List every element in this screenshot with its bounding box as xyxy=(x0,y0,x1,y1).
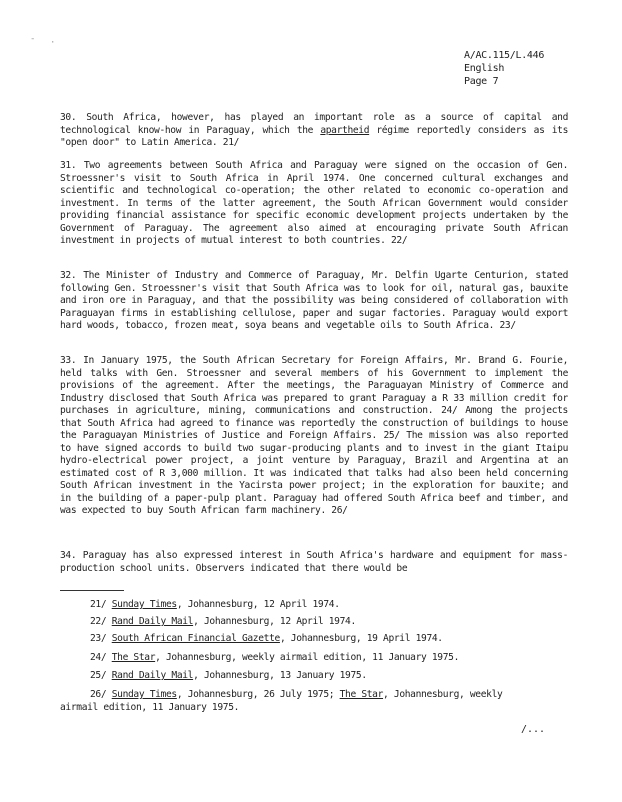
footnote-detail-continued: airmail edition, 11 January 1975. xyxy=(60,701,240,713)
footnote-source: Sunday Times xyxy=(111,599,177,610)
footnote-22 xyxy=(60,616,568,629)
footnote-number: 23/ xyxy=(90,633,107,644)
footnote-23 xyxy=(60,633,568,646)
footnote-number: 25/ xyxy=(90,670,107,681)
footnote-source: Sunday Times xyxy=(111,689,177,700)
footnote-detail: , Johannesburg, weekly xyxy=(383,689,503,700)
paragraph-32-text: 32. The Minister of Industry and Commerce of Paraguay, Mr. Delfin Ugarte Centurion, stated following Gen. Stroessner's visit that South Africa was to look for oil, natural gas, bauxite and iron ore in Paraguay, and that the possibility was being considered of collaboration with Paraguayan firms in establishing cellulose, paper and sugar factories. Paraguay would export hard woods, tobacco, frozen meat, soya beans and vegetable oils to South Africa. 23/ xyxy=(60,270,568,331)
footnote-number: 26/ xyxy=(90,689,107,700)
paragraph-30 xyxy=(60,112,568,150)
paragraph-32 xyxy=(60,270,568,333)
paragraph-30-text-b: régime reportedly considers as its "open door" to Latin America. 21/ xyxy=(60,124,568,148)
footnote-detail: , Johannesburg, weekly airmail edition, 11 January 1975. xyxy=(155,652,459,663)
footnote-number: 22/ xyxy=(90,616,107,627)
continuation-mark: /... xyxy=(521,724,546,735)
footnote-detail: , Johannesburg, 26 July 1975; xyxy=(176,689,340,700)
paragraph-30-text-a: 30. South Africa, however, has played an important role as a source of capital and technological know-how in Paraguay, which the xyxy=(60,112,568,136)
footnote-24 xyxy=(60,652,568,665)
apartheid-term: apartheid xyxy=(320,124,370,136)
footnote-source: Rand Daily Mail xyxy=(111,616,194,627)
scan-mark: - xyxy=(30,34,36,44)
footnote-21 xyxy=(60,599,568,612)
footnote-source: South African Financial Gazette xyxy=(111,633,280,644)
paragraph-34 xyxy=(60,550,568,575)
paragraph-33-text: 33. In January 1975, the South African Secretary for Foreign Affairs, Mr. Brand G. Fourie, held talks with Gen. Stroessner and several members of his Government to implement the provisions of the agreement. After the meetings, the Paraguayan Ministry of Commerce and Industry disclosed that South Africa was prepared to grant Paraguay a R 33 million credit for purchases in agriculture, mining, communications and construction. 24/ Among the projects that South Africa had agreed to finance was reportedly the construction of buildings to house the Paraguayan Ministries of Justice and Foreign Affairs. 25/ The mission was also reported to have signed accords to build two sugar-producing plants and to invest in the giant Itaipu hydro-electrical power project, a joint venture by Paraguay, Brazil and Argentina at an estimated cost of R 3,000 million. It was indicated that talks had also been held concerning South African investment in the Yacirsta power project; in the exploration for bauxite; and in the building of a paper-pulp plant. Paraguay had offered South Africa beef and timber, and was expected to buy South African farm machinery. 26/ xyxy=(60,355,568,516)
paragraph-31-text: 31. Two agreements between South Africa and Paraguay were signed on the occasion of Gen. Stroessner's visit to South Africa in April 1974. One concerned cultural exchanges and scientific and technological co-operation; the other related to economic co-operation and investment. In terms of the latter agreement, the South African Government would consider providing financial assistance for specific economic development projects undertaken by the Government of Paraguay. The agreement also aimed at encouraging private South African investment in projects of mutual interest to both countries. 22/ xyxy=(60,160,568,246)
footnote-number: 21/ xyxy=(90,599,107,610)
footnote-divider xyxy=(60,590,124,591)
footnote-detail: , Johannesburg, 13 January 1975. xyxy=(193,670,367,681)
page-number: Page 7 xyxy=(464,76,499,87)
footnote-number: 24/ xyxy=(90,652,107,663)
footnote-source: Rand Daily Mail xyxy=(111,670,194,681)
paragraph-33 xyxy=(60,355,568,518)
footnote-detail: , Johannesburg, 12 April 1974. xyxy=(176,599,340,610)
scan-mark: · xyxy=(50,38,56,48)
document-header xyxy=(464,49,544,88)
footnote-25 xyxy=(60,670,568,683)
paragraph-34-text: 34. Paraguay has also expressed interest in South Africa's hardware and equipment for mass-production school units. Observers indicated that there would be xyxy=(60,550,568,574)
paragraph-31 xyxy=(60,160,568,248)
footnote-detail: , Johannesburg, 12 April 1974. xyxy=(193,616,356,627)
footnote-source: The Star xyxy=(111,652,156,663)
document-symbol: A/AC.115/L.446 xyxy=(464,50,545,61)
footnote-26 xyxy=(60,689,568,714)
footnote-source: The Star xyxy=(339,689,384,700)
footnote-detail: , Johannesburg, 19 April 1974. xyxy=(279,633,443,644)
document-language: English xyxy=(464,63,505,74)
